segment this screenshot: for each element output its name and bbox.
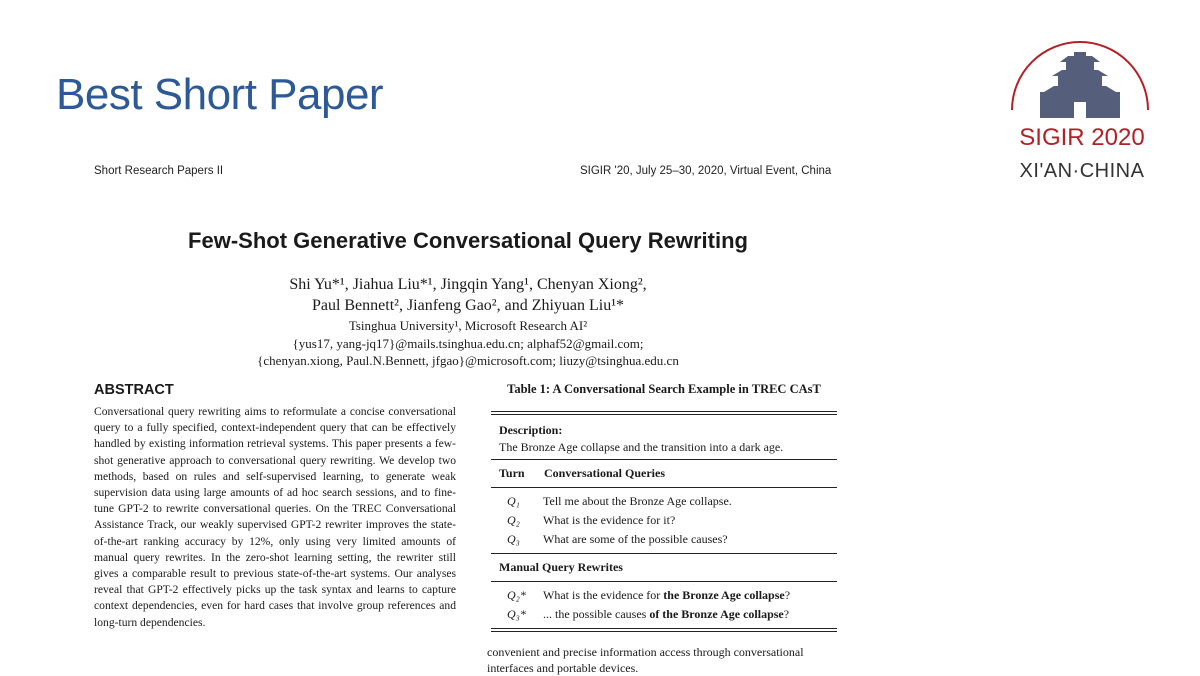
slide-title: Best Short Paper <box>56 70 384 119</box>
emails-line-1: {yus17, yang-jq17}@mails.tsinghua.edu.cn; alphaf52@gmail.com; <box>292 335 644 351</box>
author-list <box>94 274 842 316</box>
affiliations <box>94 317 842 370</box>
table-rule <box>491 487 837 488</box>
running-header-left: Short Research Papers II <box>94 165 224 177</box>
column-turn: Turn <box>499 466 525 480</box>
emails-line-2: {chenyan.xiong, Paul.N.Bennett, jfgao}@microsoft.com; liuzy@tsinghua.edu.cn <box>257 353 679 368</box>
logo-location: XI'AN·CHINA <box>1019 160 1145 182</box>
abstract-heading: ABSTRACT <box>94 382 174 398</box>
abstract-body: Conversational query rewriting aims to reformulate a concise conversational query to a fully specified, context-independent query that can be effectively handled by existing information retrieval systems. This paper presents a few-shot generative approach to conversational query rewriting. We develop two methods, based on rules and self-supervised learning, to generate weak supervision data using large amounts of ad hoc search sessions, and to fine-tune GPT-2 to rewrite conversational queries. On the TREC Conversational Assistance Track, our weakly supervised GPT-2 rewriter improves the state-of-the-art ranking accuracy by 12%, only using very limited amounts of manual query rewrites. In the zero-shot learning setting, the rewriter still gives a comparable result to previous state-of-the-art systems. Our analyses reveal that GPT-2 effectively picks up the task syntax and learns to capture context dependencies, even for hard cases that involve group references and long-turn dependencies. <box>94 405 456 629</box>
rewrite-text <box>543 588 790 603</box>
body-continuation: convenient and precise information access through conversational interfaces and portable devices. <box>487 645 804 675</box>
table-row <box>491 530 837 549</box>
table-row <box>491 605 837 624</box>
rewrite-bold: of the Bronze Age collapse <box>649 607 784 621</box>
query-text: Tell me about the Bronze Age collapse. <box>543 494 732 508</box>
table-row <box>491 492 837 511</box>
table-top-rule <box>491 411 837 415</box>
rewrites-label: Manual Query Rewrites <box>499 560 623 574</box>
rewrite-pre: ... the possible causes <box>543 607 650 621</box>
paper-title: Few-Shot Generative Conversational Query Rewriting <box>188 228 748 253</box>
table-rule <box>491 459 837 460</box>
table-rule <box>491 553 837 554</box>
affiliation-line: Tsinghua University¹, Microsoft Research AI² <box>348 318 588 333</box>
turn-id: Q₁ <box>507 494 520 508</box>
rewrite-bold: the Bronze Age collapse <box>663 588 785 602</box>
table-rule <box>491 581 837 582</box>
turn-id: Q₂ <box>507 513 520 527</box>
running-header-right: SIGIR '20, July 25–30, 2020, Virtual Event, China <box>580 165 832 177</box>
query-text: What is the evidence for it? <box>543 513 676 527</box>
table-description-text: The Bronze Age collapse and the transition into a dark age. <box>499 440 784 454</box>
rewrite-post: ? <box>783 607 790 621</box>
authors-line-2: Paul Bennett², Jianfeng Gao², and Zhiyuan Liu¹* <box>311 297 625 314</box>
rewrite-id: Q₃* <box>507 607 526 621</box>
column-queries: Conversational Queries <box>544 466 665 480</box>
logo-title: SIGIR 2020 <box>1019 124 1145 151</box>
table-row <box>491 586 837 605</box>
rewrite-post: ? <box>784 588 791 602</box>
table-row <box>491 511 837 530</box>
table-header-row <box>491 464 837 483</box>
rewrite-pre: What is the evidence for <box>543 588 664 602</box>
table-bottom-rule <box>491 628 837 632</box>
table-description-label: Description: <box>499 423 563 437</box>
turn-id: Q₃ <box>507 532 520 546</box>
example-table <box>491 411 837 640</box>
authors-line-1: Shi Yu*¹, Jiahua Liu*¹, Jingqin Yang¹, Chenyan Xiong², <box>289 276 647 293</box>
rewrite-id: Q₂* <box>507 588 526 602</box>
query-text: What are some of the possible causes? <box>543 532 728 546</box>
table-caption: Table 1: A Conversational Search Example in TREC CAsT <box>507 382 821 396</box>
rewrite-text <box>543 607 789 622</box>
